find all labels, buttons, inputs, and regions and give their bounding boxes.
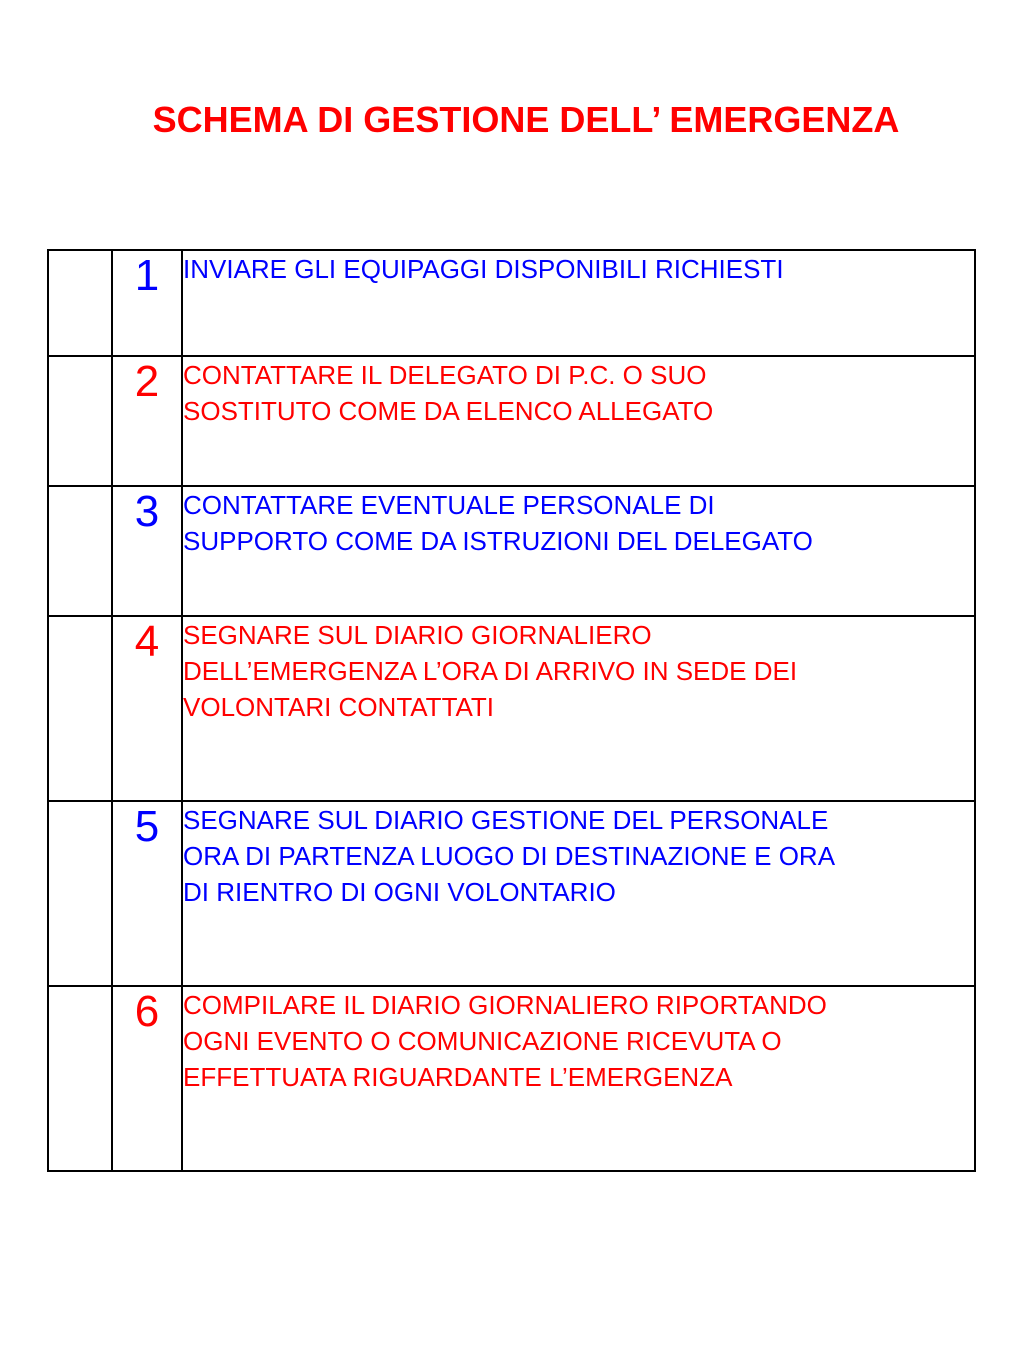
blank-cell <box>48 356 112 486</box>
step-number: 2 <box>112 356 182 486</box>
blank-cell <box>48 486 112 616</box>
table-row <box>48 250 975 356</box>
blank-cell <box>48 986 112 1171</box>
step-number: 4 <box>112 616 182 801</box>
step-text <box>182 250 975 356</box>
text-line: SUPPORTO COME DA ISTRUZIONI DEL DELEGATO <box>183 526 813 556</box>
text-line: EFFETTUATA RIGUARDANTE L’EMERGENZA <box>183 1062 733 1092</box>
text-line: SOSTITUTO COME DA ELENCO ALLEGATO <box>183 396 714 426</box>
blank-cell <box>48 801 112 986</box>
steps-table <box>47 249 976 1172</box>
table-row <box>48 986 975 1171</box>
blank-cell <box>48 616 112 801</box>
text-line: COMPILARE IL DIARIO GIORNALIERO RIPORTANDO <box>183 990 827 1020</box>
step-text <box>182 356 975 486</box>
text-line: SEGNARE SUL DIARIO GIORNALIERO <box>183 620 652 650</box>
text-line: VOLONTARI CONTATTATI <box>183 692 495 722</box>
step-text <box>182 986 975 1171</box>
text-line: OGNI EVENTO O COMUNICAZIONE RICEVUTA O <box>183 1026 782 1056</box>
step-number: 5 <box>112 801 182 986</box>
text-line: INVIARE GLI EQUIPAGGI DISPONIBILI RICHIESTI <box>183 254 784 284</box>
page-title: SCHEMA DI GESTIONE DELL’ EMERGENZA <box>152 99 900 140</box>
text-line: DELL’EMERGENZA L’ORA DI ARRIVO IN SEDE DEI <box>183 656 798 686</box>
step-number: 3 <box>112 486 182 616</box>
step-text <box>182 616 975 801</box>
table-row <box>48 801 975 986</box>
text-line: CONTATTARE IL DELEGATO DI P.C. O SUO <box>183 360 707 390</box>
text-line: DI RIENTRO DI OGNI VOLONTARIO <box>183 877 616 907</box>
step-number: 6 <box>112 986 182 1171</box>
text-line: ORA DI PARTENZA LUOGO DI DESTINAZIONE E ORA <box>183 841 836 871</box>
table-row <box>48 486 975 616</box>
blank-cell <box>48 250 112 356</box>
step-number: 1 <box>112 250 182 356</box>
text-line: SEGNARE SUL DIARIO GESTIONE DEL PERSONALE <box>183 805 829 835</box>
table-row <box>48 356 975 486</box>
text-line: CONTATTARE EVENTUALE PERSONALE DI <box>183 490 715 520</box>
step-text <box>182 486 975 616</box>
step-text <box>182 801 975 986</box>
table-row <box>48 616 975 801</box>
